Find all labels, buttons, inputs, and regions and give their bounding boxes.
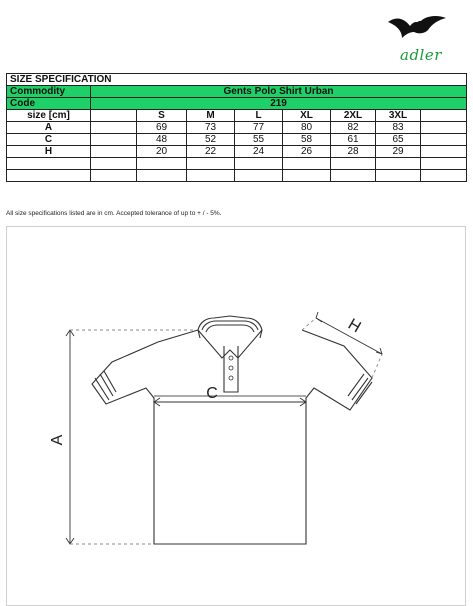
table-cell — [91, 170, 137, 182]
measure-a-label: A — [49, 434, 66, 446]
table-cell: 77 — [235, 122, 283, 134]
table-cell — [421, 158, 467, 170]
right-cuff — [348, 374, 372, 404]
size-header: XL — [283, 110, 331, 122]
table-cell — [421, 146, 467, 158]
table-cell: 82 — [331, 122, 376, 134]
table-cell: 48 — [137, 134, 187, 146]
size-header: 2XL — [331, 110, 376, 122]
button-icon — [229, 376, 233, 380]
table-title-row — [7, 74, 467, 86]
size-header: 3XL — [376, 110, 421, 122]
table-cell: 73 — [187, 122, 235, 134]
table-cell — [91, 110, 137, 122]
table-title: SIZE SPECIFICATION — [7, 74, 467, 86]
table-cell: 24 — [235, 146, 283, 158]
brand-name: adler — [400, 46, 442, 64]
table-cell: 20 — [137, 146, 187, 158]
polo-shirt-diagram — [0, 226, 473, 600]
table-cell — [421, 110, 467, 122]
row-label: H — [7, 146, 91, 158]
table-cell — [91, 158, 137, 170]
table-cell — [376, 158, 421, 170]
size-header: L — [235, 110, 283, 122]
measure-h-label: H — [344, 315, 364, 337]
table-cell: 26 — [283, 146, 331, 158]
table-cell — [235, 158, 283, 170]
table-cell — [187, 158, 235, 170]
row-label: A — [7, 122, 91, 134]
shirt-outline — [92, 330, 372, 544]
commodity-value: Gents Polo Shirt Urban — [91, 86, 467, 98]
table-cell — [91, 134, 137, 146]
table-cell — [283, 170, 331, 182]
table-cell — [331, 170, 376, 182]
size-unit-label: size [cm] — [7, 110, 91, 122]
table-cell — [376, 170, 421, 182]
size-spec-table — [6, 73, 467, 182]
left-cuff — [95, 371, 116, 400]
table-row — [7, 146, 467, 158]
table-cell — [137, 170, 187, 182]
table-cell — [137, 158, 187, 170]
table-cell: 61 — [331, 134, 376, 146]
tolerance-note: All size specifications listed are in cm. Accepted tolerance of up to + / - 5%. — [6, 210, 222, 217]
table-cell — [421, 170, 467, 182]
table-cell: 22 — [187, 146, 235, 158]
commodity-row — [7, 86, 467, 98]
table-row — [7, 122, 467, 134]
table-cell: 83 — [376, 122, 421, 134]
bird-icon — [386, 12, 456, 46]
table-cell: 80 — [283, 122, 331, 134]
commodity-label: Commodity — [7, 86, 91, 98]
table-cell — [91, 122, 137, 134]
table-cell — [7, 158, 91, 170]
table-cell — [331, 158, 376, 170]
size-header: S — [137, 110, 187, 122]
measure-c-label: C — [206, 385, 218, 402]
table-cell: 65 — [376, 134, 421, 146]
table-cell: 29 — [376, 146, 421, 158]
table-cell: 55 — [235, 134, 283, 146]
table-cell — [7, 170, 91, 182]
table-cell: 28 — [331, 146, 376, 158]
table-cell — [421, 134, 467, 146]
size-header: M — [187, 110, 235, 122]
table-row — [7, 134, 467, 146]
table-cell: 69 — [137, 122, 187, 134]
button-icon — [229, 356, 233, 360]
empty-row — [7, 158, 467, 170]
table-cell — [91, 146, 137, 158]
size-header-row — [7, 110, 467, 122]
empty-row — [7, 170, 467, 182]
table-cell: 58 — [283, 134, 331, 146]
table-cell: 52 — [187, 134, 235, 146]
code-value: 219 — [91, 98, 467, 110]
code-label: Code — [7, 98, 91, 110]
code-row — [7, 98, 467, 110]
table-cell — [187, 170, 235, 182]
button-icon — [229, 366, 233, 370]
table-cell — [283, 158, 331, 170]
table-cell — [421, 122, 467, 134]
brand-logo — [386, 12, 456, 62]
row-label: C — [7, 134, 91, 146]
table-cell — [235, 170, 283, 182]
